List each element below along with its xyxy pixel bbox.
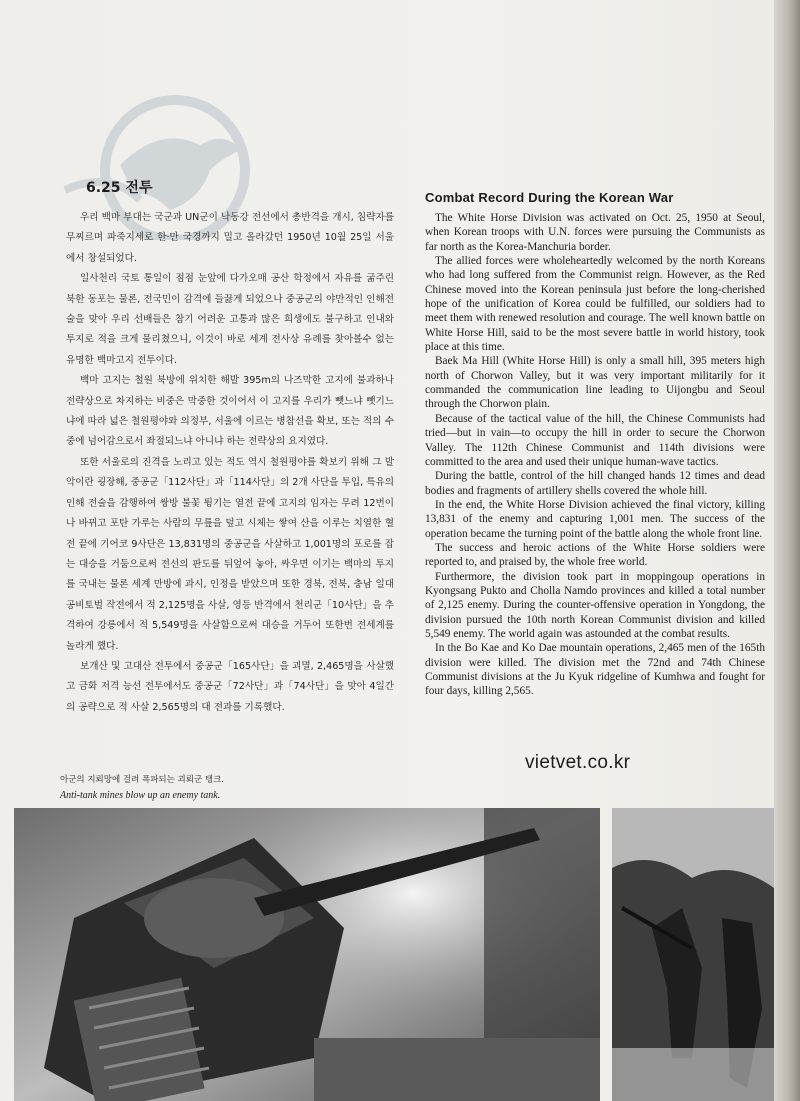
korean-paragraph: 우리 백마 부대는 국군과 UN군이 낙동강 전선에서 총반격을 개시, 침략자를 무찌르며 파죽지세로 한·만 국경까지 밀고 올라갔던 1950년 10월 25일 서울에서 창설되었다. xyxy=(66,212,394,264)
korean-heading: 6.25 전투 xyxy=(86,180,153,196)
soldiers-photo xyxy=(612,808,774,1101)
korean-paragraph: 일사천리 국토 통일이 점점 눈앞에 다가오매 공산 학정에서 자유를 굶주린 북한 동포는 물론, 전국민이 감격에 들끓게 되었으나 중공군의 야만적인 인해전술을 맞아 우리 선배들은 참기 어려운 고통과 많은 희생에도 불구하고 인내와 투지로 적을 크게 물리쳤으니, 이것이 바로 세계 전사상 유례를 찾아볼수 없는 유명한 백마고지 전투이다. xyxy=(66,273,394,366)
english-paragraph: Furthermore, the division took part in moppingoup operations in Kyongsang Pukto and Cholla Namdo provinces and killed a total number of 2,125 enemy. During the counter-offensive operation in Yongdong, the division pursued the 10th north Korean Communist division and killed 5,549 enemy. The world again was astounded at the combat results. xyxy=(425,570,765,640)
english-paragraph: In the end, the White Horse Division achieved the final victory, killing 13,831 of the enemy and capturing 1,001 men. The success of the operation became the turning point of the battle along the whole front line. xyxy=(425,498,765,540)
korean-paragraph: 백마 고지는 철원 북방에 위치한 해발 395m의 나즈막한 고지에 불과하나 전략상으로 차지하는 비중은 막중한 것이어서 이 고지를 우리가 뺏느냐 뺏기느냐에 따라 넓은 철원평야와 의정부, 서울에 이르는 병참선을 확보, 또는 적의 수중에 넘어감으로서 좌절되느냐 아니냐 하는 전략상의 요지였다. xyxy=(66,375,394,448)
tank-photo xyxy=(14,808,600,1101)
english-paragraph: Because of the tactical value of the hill, the Chinese Communists had tried—but in vain—to occupy the hill in order to secure the Chorwon Valley. The 112th Chinese Communist and 114th divisions were committed to the area and used their unique human-wave tactics. xyxy=(425,412,765,468)
english-paragraph: Baek Ma Hill (White Horse Hill) is only a small hill, 395 meters high north of Chorwon Valley, but it was very important militarily for it commanded the communication line leading to Uijongbu and Seoul through the Chorwon plain. xyxy=(425,355,765,411)
english-paragraph: The allied forces were wholeheartedly welcomed by the north Koreans who had long suffered from the Communist reign. However, as the Red Chinese moved into the Korean peninsula just before the long-cherished hope of the unification of Korea could be fulfilled, our soldiers had to meet them with renewed resolution and courage. The well known battle on White Horse Hill, said to be the most severe battle in world history, took place at this time. xyxy=(425,255,765,354)
english-paragraph: The White Horse Division was activated on Oct. 25, 1950 at Seoul, when Korean troops with U.N. forces were pursuing the Communists as far north as the Korea-Manchuria border. xyxy=(425,212,765,253)
korean-paragraph: 또한 서울로의 진격을 노리고 있는 적도 역시 철원평야를 확보키 위해 그 발악이란 굉장해, 중공군「112사단」과「114사단」의 2개 사단을 투입, 특유의 인해 전술을 감행하여 쌍방 불꽃 튕기는 열전 끝에 고지의 임자는 무려 12번이나 바뀌고 포탄 가루는 사람의 무릎을 덮고 시체는 쌓여 산을 이루는 치열한 혈전 끝에 기어코 9사단은 13,831명의 중공군을 사살하고 1,001명의 포로를 잡는 대승을 거둠으로써 전선의 판도를 뒤엎어 놓아, 싸우면 이기는 백마의 투지를 국내는 물론 세계 만방에 과시, 인정을 받았으며 또한 경북, 전북, 충남 일대 공비토벌 작전에서 적 2,125명을 사살, 영등 반격에서 천리군「10사단」을 추격하여 강릉에서 적 5,549명을 사살함으로써 대승을 거두어 또한번 전세계를 놀라게 했다. xyxy=(66,456,394,652)
english-paragraph: The success and heroic actions of the White Horse soldiers were reported to, and praised by, the whole free world. xyxy=(425,541,765,569)
photo-caption-korean: 아군의 지뢰망에 걸려 폭파되는 괴뢰군 탱크. xyxy=(60,775,225,785)
korean-article xyxy=(66,208,394,718)
korean-paragraph: 보개산 및 고대산 전투에서 중공군「165사단」을 괴멸, 2,465명을 사살했고 금화 저격 능선 전투에서도 중공군「72사단」과「74사단」을 맞아 4일간의 공략으로 적 사살 2,565명의 대 전과를 기록했다. xyxy=(66,660,394,713)
english-title: Combat Record During the Korean War xyxy=(425,190,674,205)
english-paragraph: During the battle, control of the hill changed hands 12 times and dead bodies and fragments of artillery shells covered the whole hill. xyxy=(425,470,765,497)
photo-caption-english: Anti-tank mines blow up an enemy tank. xyxy=(60,790,221,801)
site-watermark: vietvet.co.kr xyxy=(525,752,631,773)
english-article xyxy=(425,211,765,699)
english-paragraph: In the Bo Kae and Ko Dae mountain operations, 2,465 men of the 165th division were killed. The division met the 72nd and 74th Chinese Communist divisions at the Ju Kyuk ridgeline of Kumhwa and fought for four days, killing 2,565. xyxy=(425,642,765,698)
page-edge xyxy=(774,0,800,1101)
